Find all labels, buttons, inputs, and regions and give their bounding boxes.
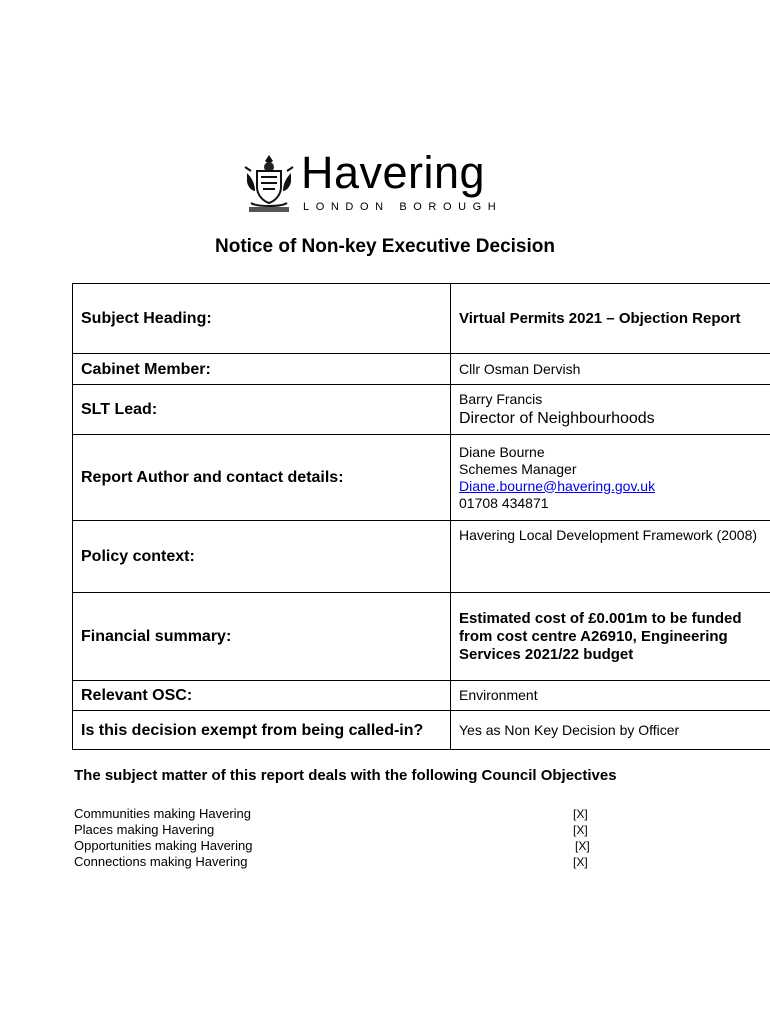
policy-context-value: Havering Local Development Framework (2008) <box>451 521 770 593</box>
objective-mark: [X] <box>575 839 590 853</box>
slt-lead-value <box>451 385 770 435</box>
table-row <box>73 711 770 750</box>
objective-label: Connections making Havering <box>74 854 248 869</box>
report-author-label: Report Author and contact details: <box>73 435 451 521</box>
table-row <box>73 593 770 681</box>
logo-wordmark: Havering <box>301 147 486 198</box>
objective-label: Opportunities making Havering <box>74 838 253 853</box>
slt-lead-role: Director of Neighbourhoods <box>459 410 655 427</box>
page-title: Notice of Non-key Executive Decision <box>215 236 555 257</box>
list-item <box>74 854 634 870</box>
call-in-exempt-label: Is this decision exempt from being called-in? <box>73 711 451 750</box>
author-role: Schemes Manager <box>459 460 577 477</box>
slt-lead-label: SLT Lead: <box>73 385 451 435</box>
financial-summary-value: Estimated cost of £0.001m to be funded from cost centre A26910, Engineering Services 2021/22 budget <box>451 593 770 681</box>
list-item <box>74 838 634 854</box>
table-row <box>73 385 770 435</box>
objective-mark: [X] <box>573 807 588 821</box>
objectives-list <box>74 806 634 870</box>
list-item <box>74 806 634 822</box>
financial-summary-label: Financial summary: <box>73 593 451 681</box>
havering-logo <box>243 147 523 217</box>
call-in-exempt-value: Yes as Non Key Decision by Officer <box>451 711 770 750</box>
subject-heading-value: Virtual Permits 2021 – Objection Report <box>451 284 770 354</box>
logo-subtitle: LONDON BOROUGH <box>303 201 503 213</box>
table-row <box>73 435 770 521</box>
policy-context-label: Policy context: <box>73 521 451 593</box>
table-row <box>73 284 770 354</box>
author-email-link[interactable]: Diane.bourne@havering.gov.uk <box>459 477 656 494</box>
report-author-value <box>451 435 770 521</box>
objective-mark: [X] <box>573 855 588 869</box>
objectives-heading: The subject matter of this report deals with the following Council Objectives <box>74 767 617 784</box>
objective-label: Communities making Havering <box>74 806 252 821</box>
objective-mark: [X] <box>573 823 588 837</box>
cabinet-member-value: Cllr Osman Dervish <box>451 354 770 385</box>
table-row <box>73 681 770 711</box>
author-name: Diane Bourne <box>459 443 545 460</box>
table-row <box>73 521 770 593</box>
objective-label: Places making Havering <box>74 822 215 837</box>
slt-lead-name: Barry Francis <box>459 391 543 407</box>
coat-of-arms-icon <box>243 153 295 215</box>
relevant-osc-label: Relevant OSC: <box>73 681 451 711</box>
relevant-osc-value: Environment <box>451 681 770 711</box>
subject-heading-label: Subject Heading: <box>73 284 451 354</box>
decision-table <box>72 283 770 750</box>
author-phone: 01708 434871 <box>459 494 549 511</box>
table-row <box>73 354 770 385</box>
cabinet-member-label: Cabinet Member: <box>73 354 451 385</box>
list-item <box>74 822 634 838</box>
